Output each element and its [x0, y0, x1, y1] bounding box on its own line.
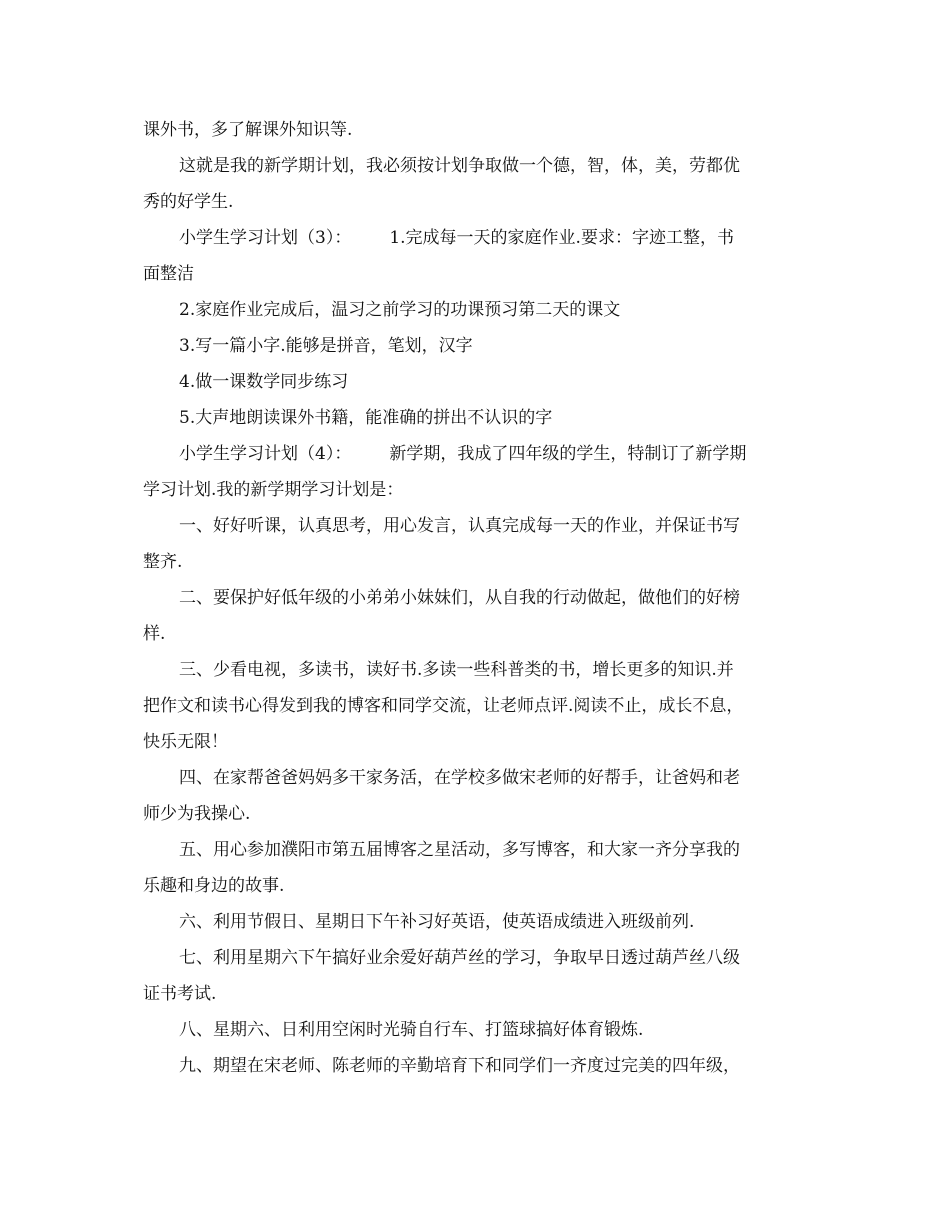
- document-body: [143, 112, 808, 1084]
- plan-4-intro: 新学期，我成了四年级的学生，特制订了新学期: [389, 444, 747, 464]
- plan-3-item-2: 2.家庭作业完成后，温习之前学习的功课预习第二天的课文: [179, 300, 621, 320]
- paragraph-line: 面整洁: [143, 264, 194, 284]
- plan-4-item-8: 八、星期六、日利用空闲时光骑自行车、打篮球搞好体育锻炼.: [179, 1020, 644, 1040]
- plan-4-item-2: 二、要保护好低年级的小弟弟小妹妹们，从自我的行动做起，做他们的好榜: [179, 588, 740, 608]
- plan-4-label: 小学生学习计划（4）：: [179, 444, 352, 464]
- plan-3-item-4: 4.做一课数学同步练习: [179, 372, 349, 392]
- paragraph-line: 学习计划.我的新学期学习计划是：: [143, 480, 404, 500]
- plan-3-item-5: 5.大声地朗读课外书籍，能准确的拼出不认识的字: [179, 408, 553, 428]
- plan-4-item-7: 七、利用星期六下午搞好业余爱好葫芦丝的学习，争取早日透过葫芦丝八级: [179, 948, 740, 968]
- paragraph-line: 秀的好学生.: [143, 192, 234, 212]
- paragraph-line: 快乐无限！: [143, 732, 228, 752]
- paragraph-line: 把作文和读书心得发到我的博客和同学交流，让老师点评.阅读不止，成长不息，: [143, 696, 744, 716]
- plan-4-heading-line: [143, 436, 808, 472]
- plan-4-item-3: 三、少看电视，多读书，读好书.多读一些科普类的书，增长更多的知识.并: [179, 660, 734, 680]
- paragraph-line: 样.: [143, 624, 166, 644]
- plan-3-heading-line: [143, 220, 808, 256]
- plan-4-item-1: 一、好好听课，认真思考，用心发言，认真完成每一天的作业，并保证书写: [179, 516, 740, 536]
- plan-4-item-6: 六、利用节假日、星期日下午补习好英语，使英语成绩进入班级前列.: [179, 912, 695, 932]
- paragraph-line: 课外书，多了解课外知识等.: [143, 120, 353, 140]
- plan-3-item-3: 3.写一篇小字.能够是拼音，笔划，汉字: [179, 336, 473, 356]
- plan-4-item-9: 九、期望在宋老师、陈老师的辛勤培育下和同学们一齐度过完美的四年级，: [179, 1056, 740, 1076]
- plan-4-item-5: 五、用心参加濮阳市第五届博客之星活动，多写博客，和大家一齐分享我的: [179, 840, 740, 860]
- paragraph-line: 师少为我操心.: [143, 804, 251, 824]
- plan-3-label: 小学生学习计划（3）：: [179, 228, 352, 248]
- plan-4-item-4: 四、在家帮爸爸妈妈多干家务活，在学校多做宋老师的好帮手，让爸妈和老: [179, 768, 740, 788]
- paragraph-line: 这就是我的新学期计划，我必须按计划争取做一个德，智，体，美，劳都优: [179, 156, 740, 176]
- plan-3-item-1: 1.完成每一天的家庭作业.要求：字迹工整，书: [389, 228, 734, 248]
- paragraph-line: 证书考试.: [143, 984, 217, 1004]
- paragraph-line: 乐趣和身边的故事.: [143, 876, 285, 896]
- paragraph-line: 整齐.: [143, 552, 183, 572]
